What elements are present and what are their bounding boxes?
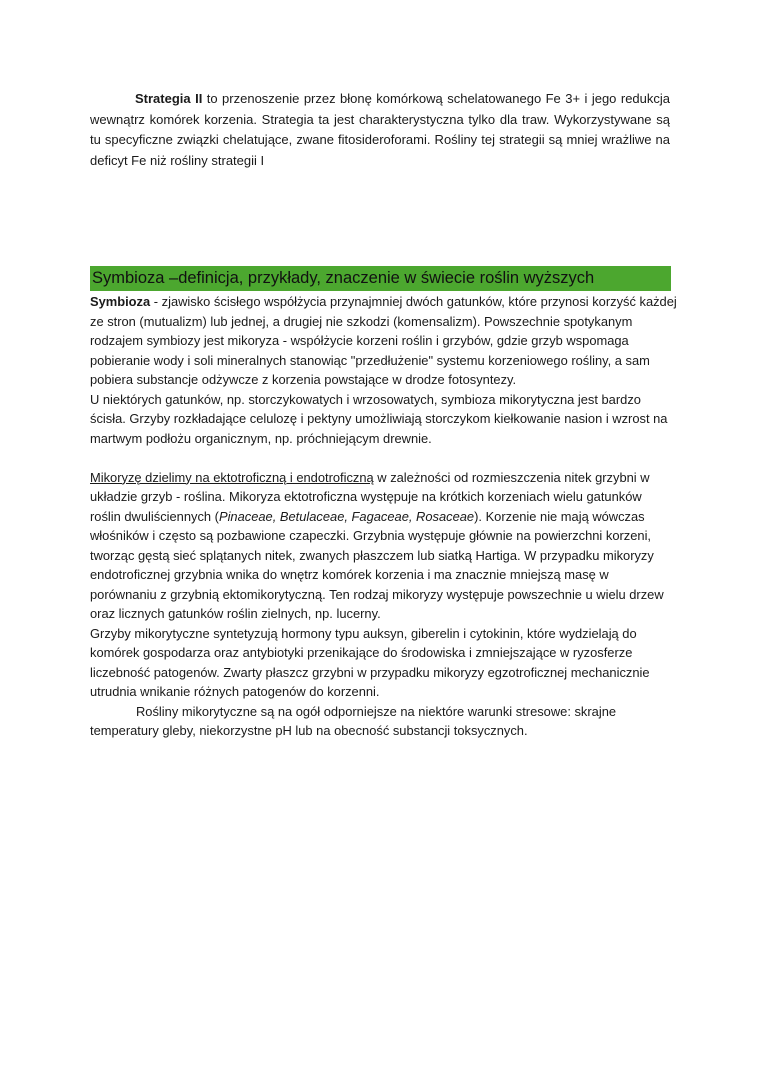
strategy-2-text: to przenoszenie przez błonę komórkową schelatowanego Fe 3+ i jego redukcja wewnątrz komórek korzenia. Strategia ta jest charakterystyczna tylko dla traw. Wykorzystywane są tu specyficzne związki chelatujące, zwane fitosideroforami. Rośliny tej strategii są mniej wrażliwe na deficyt Fe niż rośliny strategii I — [90, 91, 670, 168]
text-line: ze stron (mutualizm) lub jednej, a drugiej nie szkodzi (komensalizm). Powszechnie spotykanym — [90, 313, 633, 329]
text-line: tworząc gęstą sieć splątanych nitek, zwanych płaszczem lub siatką Hartiga. W przypadku mikoryzy — [90, 547, 654, 563]
section-heading: Symbioza –definicja, przykłady, znaczenie w świecie roślin wyższych — [90, 266, 671, 291]
plant-families-italic: Pinaceae, Betulaceae, Fagaceae, Rosaceae — [218, 508, 475, 524]
text-line: układzie grzyb - roślina. Mikoryza ektotroficzna występuje na krótkich korzeniach wielu gatunków — [90, 489, 642, 504]
text-line: liczebność patogenów. Zwarty płaszcz grzybni w przypadku mikoryzy egzotroficznej mechanicznie — [90, 664, 650, 680]
text-line: endotroficznej grzybnia wnika do wnętrz komórek korzenia i ma znacznie mniejszą masę w — [90, 567, 609, 582]
text-line: rodzajem symbiozy jest mikoryza - współżycie korzeni roślin i grzybów, gdzie grzyb wspomaga — [90, 333, 629, 348]
text-line: porównaniu z grzybnią ektomikorytyczną. Ten rodzaj mikoryzy występuje powszechnie u wielu drzew — [90, 586, 664, 602]
text-line: U niektórych gatunków, np. storczykowatych i wrzosowatych, symbioza mikorytyczna jest bardzo — [90, 391, 641, 407]
text-line: utrudnia wnikanie różnych patogenów do korzenni. — [90, 684, 380, 699]
text-line: pobieranie wody i soli mineralnych stanowiąc "przedłużenie" systemu korzeniowego rośliny, a sam — [90, 352, 650, 368]
text-line: Grzyby mikorytyczne syntetyzują hormony typu auksyn, giberelin i cytokinin, które wydzielają do — [90, 625, 637, 641]
paragraph-gap — [90, 448, 690, 468]
symbiosis-term: Symbioza — [90, 294, 151, 309]
text-line: roślin dwuliściennych (Pinaceae, Betulaceae, Fagaceae, Rosaceae). Korzenie nie mają wówczas — [90, 508, 645, 524]
text-line: ścisła. Grzyby rozkładające celulozę i pektyny umożliwiają storczykom kiełkowanie nasion i wzrost na — [90, 411, 668, 426]
mycorrhiza-underlined-phrase: Mikoryzę dzielimy na ektotroficzną i endotroficzną — [90, 469, 374, 485]
text-line: włośników i często są pozbawione czapeczki. Grzybnia występuje głównie na powierzchni korzeni, — [90, 528, 652, 543]
symbiosis-body — [90, 292, 690, 741]
text-line: martwym podłożu organicznym, np. próchniejącym drewnie. — [90, 430, 432, 446]
strategy-2-term: Strategia II — [135, 91, 203, 106]
text-line: Symbioza - zjawisko ścisłego współżycia przynajmniej dwóch gatunków, które przynosi korzyść każdej — [90, 294, 677, 309]
text-line: komórek gospodarza oraz antybiotyki przenikające do środowiska i zmniejszające w ryzosferze — [90, 645, 633, 660]
strategy-2-paragraph — [90, 89, 670, 171]
text-line: Mikoryzę dzielimy na ektotroficzną i endotroficzną w zależności od rozmieszczenia nitek grzybni w — [90, 469, 650, 485]
text-line: temperatury gleby, niekorzystne pH lub na obecność substancji toksycznych. — [90, 723, 528, 738]
text-line: oraz licznych gatunków roślin zielnych, np. lucerny. — [90, 606, 381, 621]
text-line: pobiera substancje odżywcze z korzenia powstające w drodze fotosyntezy. — [90, 372, 517, 387]
text-line: Rośliny mikorytyczne są na ogół odporniejsze na niektóre warunki stresowe: skrajne — [136, 703, 617, 719]
